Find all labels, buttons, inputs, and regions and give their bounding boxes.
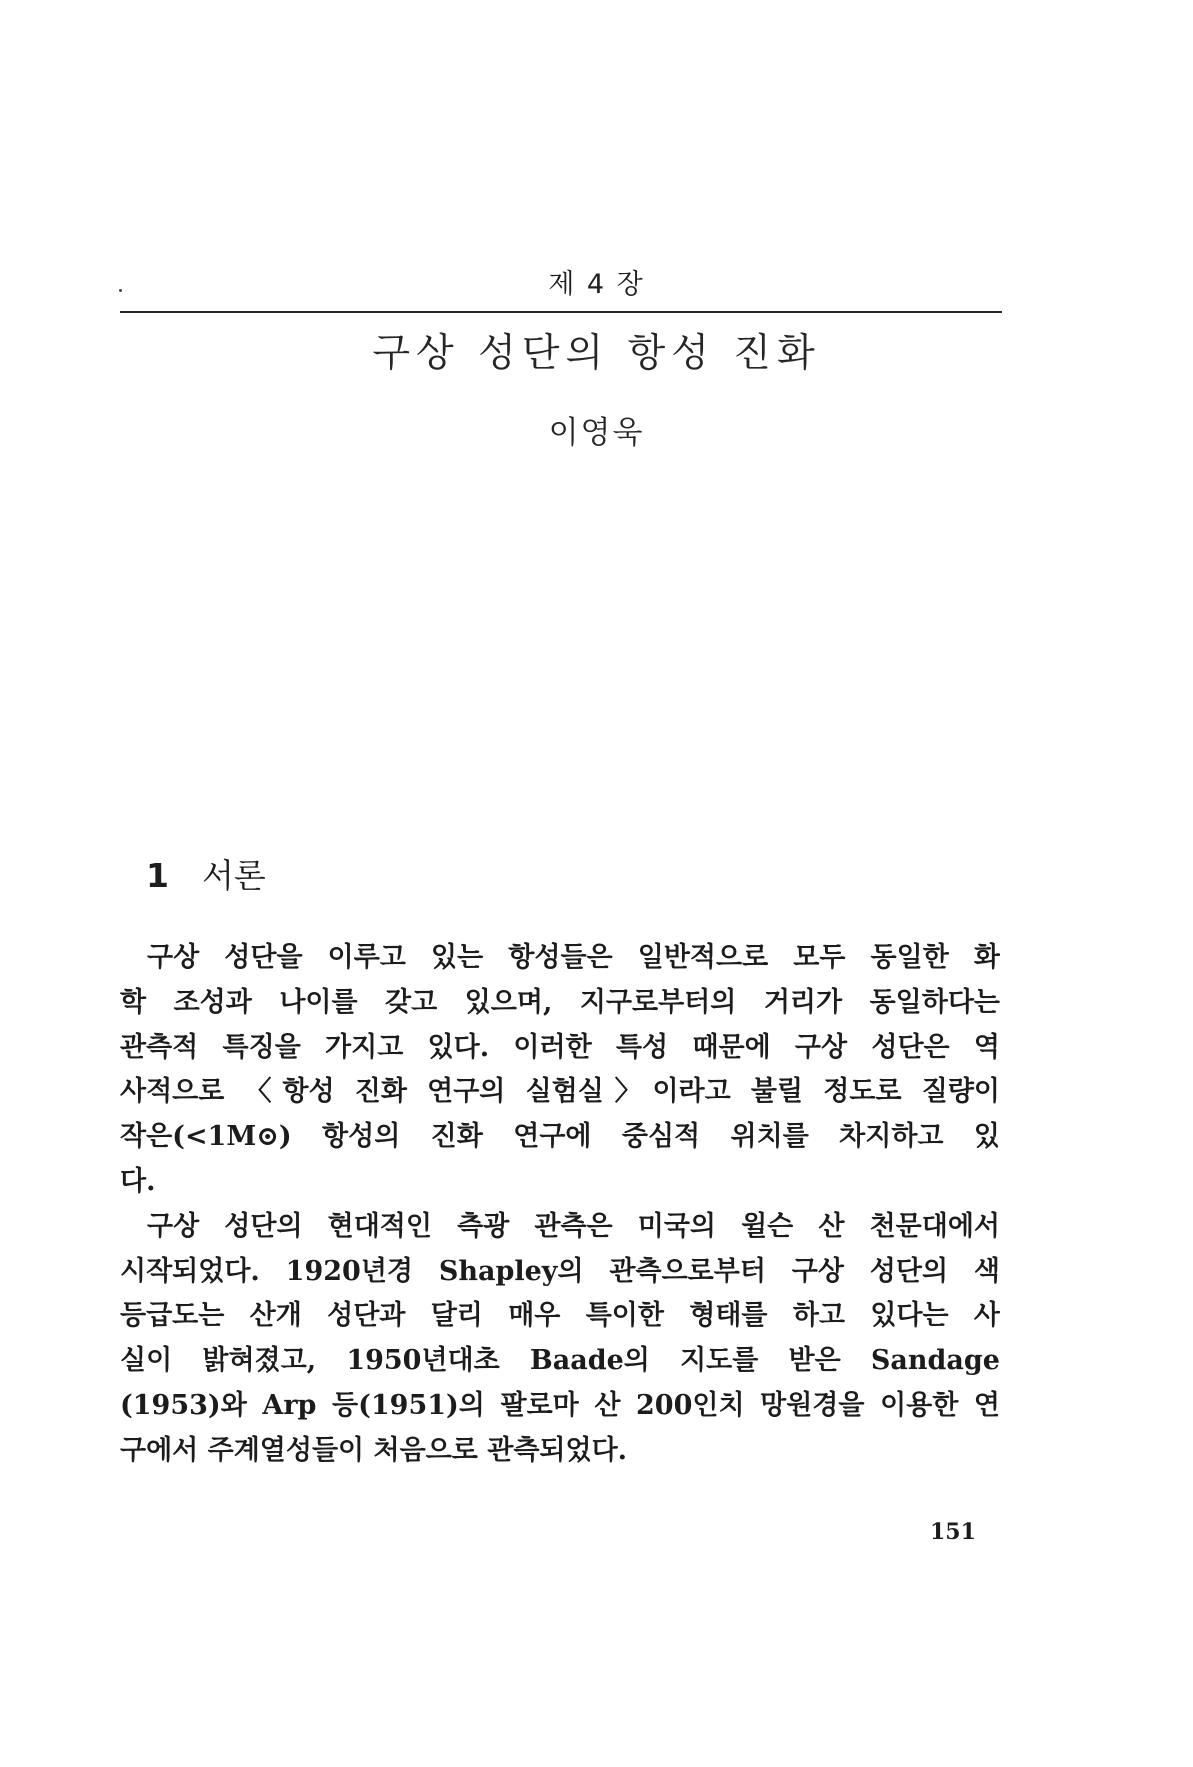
text-line: 등급도는 산개 성단과 달리 매우 특이한 형태를 하고 있다는 사 (120, 1300, 1000, 1332)
paragraph (120, 936, 1000, 1205)
text-line: 실이 밝혀졌고, 1950년대초 Baade의 지도를 받은 Sandage (120, 1345, 1000, 1377)
chapter-label: 제 4 장 (548, 269, 645, 300)
text-line: 시작되었다. 1920년경 Shapley의 관측으로부터 구상 성단의 색 (120, 1255, 1000, 1287)
text-line: 작은(<1M⊙) 항성의 진화 연구에 중심적 위치를 차지하고 있 (120, 1121, 1000, 1153)
text-line: 사적으로 〈항성 진화 연구의 실험실〉이라고 불릴 정도로 질량이 (120, 1076, 1000, 1108)
paragraph (120, 1205, 1000, 1474)
body-text (120, 936, 1000, 1474)
chapter-title: 구상 성단의 항성 진화 (372, 331, 821, 376)
text-line: 구상 성단을 이루고 있는 항성들은 일반적으로 모두 동일한 화 (147, 942, 1000, 973)
text-line: 다. (120, 1165, 156, 1197)
title-rule (120, 311, 1002, 313)
text-line: 학 조성과 나이를 갖고 있으며, 지구로부터의 거리가 동일하다는 (120, 986, 1000, 1018)
text-line: 구에서 주계열성들이 처음으로 관측되었다. (120, 1434, 628, 1466)
section-title: 서론 (202, 856, 266, 895)
text-line: (1953)와 Arp 등(1951)의 팔로마 산 200인치 망원경을 이용한 연 (120, 1389, 1000, 1421)
text-line: 구상 성단의 현대적인 측광 관측은 미국의 윌슨 산 천문대에서 (147, 1210, 1000, 1242)
section-number: 1 (146, 856, 169, 895)
page-number: 151 (930, 1519, 976, 1545)
author-name: 이영욱 (548, 415, 645, 451)
section-heading (146, 850, 266, 897)
text-line: 관측적 특징을 가지고 있다. 이러한 특성 때문에 구상 성단은 역 (120, 1031, 1000, 1063)
